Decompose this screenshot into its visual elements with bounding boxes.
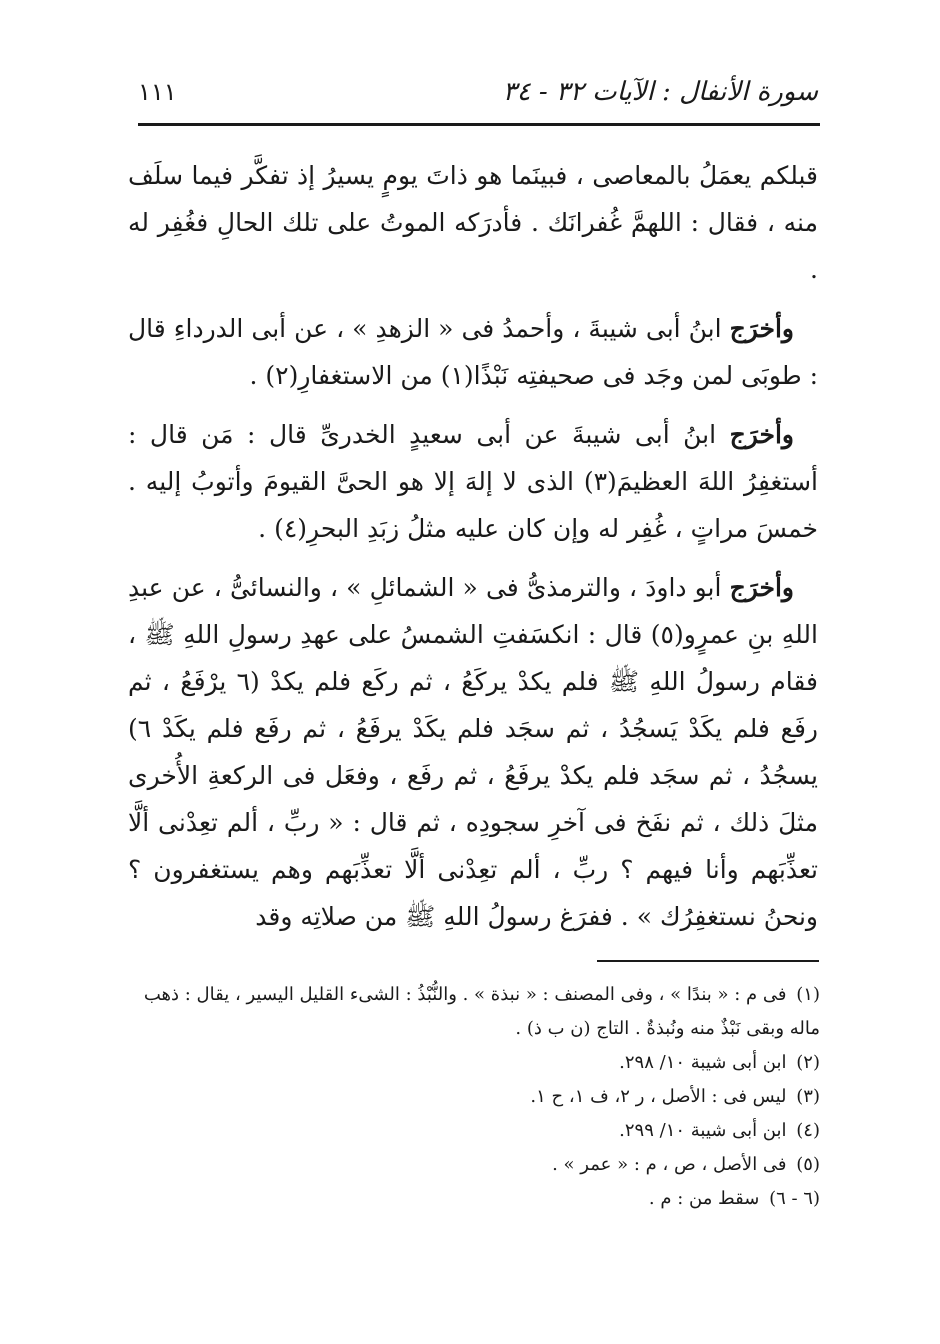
header-rule (138, 123, 820, 126)
footnote-rule (597, 960, 819, 962)
footnote-number: (٣) (796, 1086, 820, 1107)
footnote-text: سقط من : م . (648, 1188, 760, 1209)
footnote-text: ليس فى : الأصل ، ر ٢، ف ١، ح ١. (530, 1086, 787, 1107)
footnote-text: فى الأصل ، ص ، م : « عمر » . (552, 1154, 787, 1175)
footnote (128, 1080, 820, 1114)
paragraph (128, 564, 818, 940)
paragraph (128, 411, 818, 552)
paragraph-text: ابنُ أبى شيبةَ ، وأحمدُ فى « الزهدِ » ، عن أبى الدرداءِ قال : طوبَى لمن وجَد فى صحيفتِه نَبْذًا(١) من الاستغفارِ(٢) . (128, 314, 818, 390)
footnote-number: (١) (796, 984, 820, 1005)
paragraph-lead: وأخرَج (729, 420, 794, 449)
paragraph (128, 305, 818, 399)
footnote-number: (٦ - ٦) (769, 1188, 820, 1209)
paragraph-text: ابنُ أبى شيبةَ عن أبى سعيدٍ الخدرىِّ قال : مَن قال : أستغفِرُ اللهَ العظيمَ(٣) الذى لا إلهَ إلا هو الحىَّ القيومَ وأتوبُ إليه . خمسَ مراتٍ ، غُفِر له وإن كان عليه مثلُ زبَدِ البحرِ(٤) . (128, 420, 818, 543)
footnote (128, 1114, 820, 1148)
paragraph (128, 152, 818, 293)
footnote (128, 978, 820, 1046)
paragraph-lead: وأخرَج (729, 314, 794, 343)
footnote (128, 1046, 820, 1080)
footnote-text: ابن أبى شيبة ١٠/ ٢٩٩. (619, 1120, 787, 1141)
header-title: سورة الأنفال : الآيات ٣٢ - ٣٤ (502, 77, 818, 107)
footnote-number: (٤) (796, 1120, 820, 1141)
footnote-number: (٥) (796, 1154, 820, 1175)
footnote (128, 1182, 820, 1216)
footnote-text: فى م : « بندًا » ، وفى المصنف : « نبذة » . والنُّبْذُ : الشىء القليل اليسير ، يقال : ذهب ماله وبقى نَبْذٌ منه ونُبذةٌ . التاج (ن ب ذ) . (143, 984, 820, 1039)
page-number: ١١١ (138, 78, 177, 106)
paragraph-lead: وأخرَج (729, 573, 794, 602)
footnote (128, 1148, 820, 1182)
running-header (138, 72, 818, 112)
footnote-text: ابن أبى شيبة ١٠/ ٢٩٨. (619, 1052, 787, 1073)
footnotes (128, 978, 820, 1216)
paragraph-text: أبو داودَ ، والترمذىُّ فى « الشمائلِ » ، والنسائىُّ ، عن عبدِ اللهِ بنِ عمرٍو(٥) قال : انكسَفتِ الشمسُ على عهدِ رسولِ اللهِ ﷺ ، فقام رسولُ اللهِ ﷺ فلم يكدْ يركَعُ ، ثم ركَع فلم يكدْ (٦ يرْفَعُ ، ثم رفَع فلم يكَدْ يَسجُدُ ، ثم سجَد فلم يكَدْ يرفَعُ ، ثم رفَع فلم يكَدْ ٦) يسجُدُ ، ثم سجَد فلم يكدْ يرفَعُ ، ثم رفَع ، وفعَل فى الركعةِ الأُخرى مثلَ ذلك ، ثم نفَخ فى آخرِ سجودِه ، ثم قال : « ربِّ ، ألم تعِدْنى ألَّا تعذِّبَهم وأنا فيهم ؟ ربِّ ، ألم تعِدْنى ألَّا تعذِّبَهم وهم يستغفرون ؟ ونحنُ نستغفِرُك » . ففرَغ رسولُ اللهِ ﷺ من صلاتِه وقد (128, 573, 818, 931)
main-text (128, 152, 818, 952)
paragraph-text: قبلكم يعمَلُ بالمعاصى ، فبينَما هو ذاتَ يومٍ يسيرُ إذ تفكَّر فيما سلَف منه ، فقال : اللهمَّ غُفرانَك . فأدرَكه الموتُ على تلك الحالِ فغُفِر له . (128, 161, 818, 284)
footnote-number: (٢) (796, 1052, 820, 1073)
